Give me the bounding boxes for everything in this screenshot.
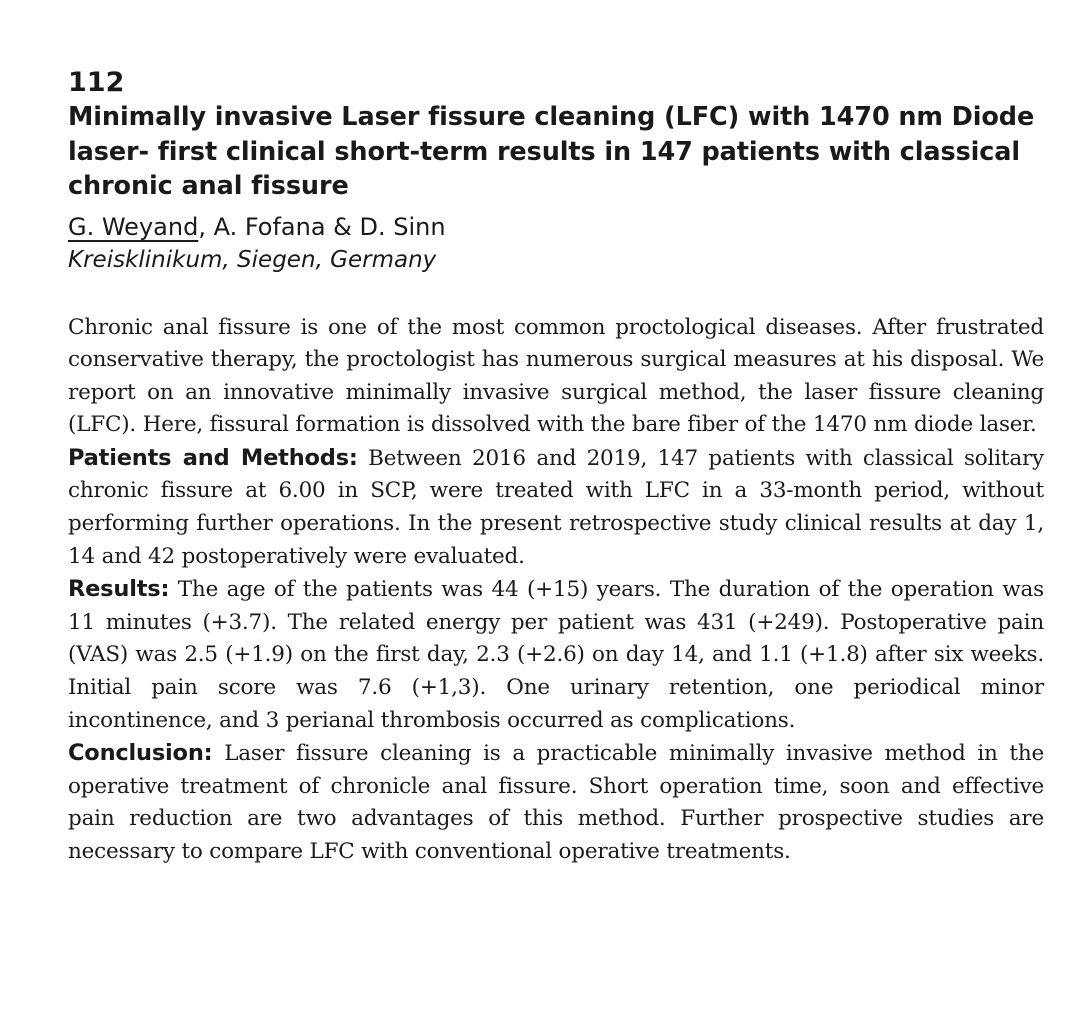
abstract-title: Minimally invasive Laser fissure cleaning (LFC) with 1470 nm Diode laser- first clinical short-term results in 147 patients with classical chronic anal fissure (68, 102, 1035, 201)
results-text: The age of the patients was 44 (+15) years. The duration of the operation was 11 minutes (+3.7). The related energy per patient was 431 (+249). Postoperative pain (VAS) was 2.5 (+1.9) on the first day, 2.3 (+2.6) on day 14, and 1.1 (+1.8) after six weeks. Initial pain score was 7.6 (+1,3). One urinary retention, one periodical minor incontinence, and 3 perianal thrombosis occurred as complications. (68, 577, 1044, 733)
co-authors: , A. Fofana & D. Sinn (198, 212, 446, 241)
methods-text: Between 2016 and 2019, 147 patients with classical solitary chronic fissure at 6.00 in SCP, were treated with LFC in a 33-month period, without performing further operations. In the present retrospective study clinical results at day 1, 14 and 42 postoperatively were evaluated. (68, 445, 1044, 569)
affiliation: Kreisklinikum, Siegen, Germany (68, 246, 437, 273)
abstract (68, 66, 1044, 869)
conclusion-paragraph (68, 737, 1044, 868)
conclusion-heading: Conclusion: (68, 740, 213, 767)
presenting-author: G. Weyand (68, 212, 199, 241)
abstract-number: 112 (68, 67, 125, 98)
methods-paragraph (68, 442, 1044, 573)
author-list (68, 210, 1044, 244)
introduction-paragraph: Chronic anal fissure is one of the most common proctological diseases. After frustrated conservative therapy, the proctologist has numerous surgical measures at his disposal. We report on an innovative minimally invasive surgical method, the laser fissure cleaning (LFC). Here, fissural formation is dissolved with the bare fiber of the 1470 nm diode laser. (68, 314, 1044, 438)
methods-heading: Patients and Methods: (68, 444, 358, 471)
conclusion-text: Laser fissure cleaning is a practicable minimally invasive method in the operative treatment of chronicle anal fissure. Short operation time, soon and effective pain reduction are two advantages of this method. Further prospective studies are necessary to compare LFC with conventional operative treatments. (68, 741, 1044, 864)
results-paragraph (68, 573, 1044, 737)
results-heading: Results: (68, 576, 170, 603)
